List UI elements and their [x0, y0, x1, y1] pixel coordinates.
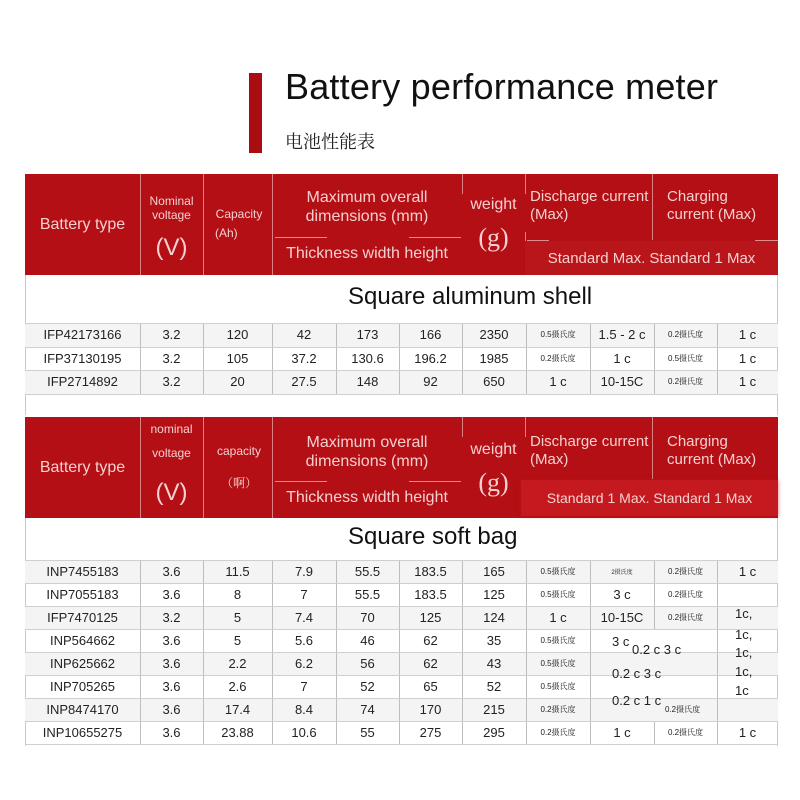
width-cell: 56	[360, 656, 375, 671]
column-divider	[654, 347, 655, 371]
column-divider	[140, 370, 141, 394]
header-weight-unit: (g)	[478, 223, 509, 253]
table-row	[25, 370, 778, 394]
row-divider	[25, 347, 778, 348]
charge-standard-cell: 0.2摄氏度	[667, 330, 704, 340]
column-divider	[590, 721, 591, 744]
row-divider	[25, 675, 778, 676]
column-divider	[462, 675, 463, 698]
battery-type-cell: INP705265	[49, 679, 116, 694]
row-divider	[25, 606, 778, 607]
battery-type-cell: IFP7470125	[47, 610, 118, 625]
column-divider	[717, 721, 718, 744]
thickness-cell: 7.9	[294, 564, 314, 579]
height-cell: 62	[423, 633, 438, 648]
column-divider	[140, 629, 141, 652]
thickness-cell: 7	[300, 679, 308, 694]
discharge-max-merged: 0.2 c 3 c	[612, 666, 662, 681]
header-dimensions-sub: Thickness width height	[286, 489, 448, 507]
column-divider	[399, 323, 400, 347]
discharge-standard-cell: 0.2摄氏度	[540, 353, 576, 363]
column-divider	[336, 560, 337, 583]
column-divider	[203, 606, 204, 629]
header-dimensions: Maximum overall dimensions (mm)	[305, 433, 429, 470]
voltage-cell: 3.2	[162, 327, 181, 343]
thickness-cell: 7.4	[294, 610, 314, 625]
header-standard-max: Standard 1 Max. Standard 1 Max	[521, 480, 778, 516]
header-charging: Charging current (Max)	[667, 433, 757, 468]
column-divider	[462, 347, 463, 371]
height-cell: 183.5	[414, 587, 447, 602]
voltage-cell: 3.6	[162, 702, 181, 717]
header-nominal-voltage	[140, 422, 203, 460]
column-divider	[272, 629, 273, 652]
battery-type-cell: IFP37130195	[43, 350, 122, 366]
discharge-standard-cell: 0.5摄氏度	[540, 636, 576, 645]
height-cell: 196.2	[414, 350, 447, 366]
capacity-cell: 2.2	[228, 656, 247, 671]
column-divider	[336, 721, 337, 744]
discharge-max-cell: 2摄氏度	[611, 570, 633, 576]
row-divider	[25, 560, 778, 561]
width-cell: 55	[360, 725, 375, 740]
width-cell: 55.5	[354, 587, 381, 602]
charge-max-cell: 1 c	[738, 327, 757, 343]
column-divider	[140, 347, 141, 371]
weight-cell: 1985	[479, 350, 509, 366]
battery-type-cell: IFP2714892	[47, 374, 118, 390]
column-divider	[140, 652, 141, 675]
column-divider	[203, 583, 204, 606]
voltage-cell: 3.6	[162, 564, 181, 579]
column-divider	[203, 698, 204, 721]
column-divider	[203, 323, 204, 347]
page-title: Battery performance meter	[285, 66, 719, 107]
column-divider	[203, 629, 204, 652]
charge-max-cell: 1 c	[738, 564, 757, 579]
header-voltage-unit: (V)	[155, 478, 188, 506]
charge-standard-cell: 0.5摄氏度	[667, 353, 704, 363]
header-battery-type: Battery type	[39, 458, 126, 476]
header-discharge: Discharge current (Max)	[530, 433, 649, 468]
charge-standard-merged: 0.2 c 3 c	[632, 642, 682, 657]
title-accent-bar	[249, 73, 262, 153]
weight-cell: 2350	[479, 327, 509, 343]
column-divider	[654, 323, 655, 347]
header-dimensions: Maximum overall dimensions (mm)	[305, 188, 429, 225]
voltage-cell: 3.6	[162, 633, 181, 648]
column-divider	[272, 675, 273, 698]
weight-cell: 43	[486, 656, 502, 671]
header-capacity: capacity	[216, 443, 262, 458]
column-divider	[590, 629, 591, 652]
column-divider	[272, 583, 273, 606]
charge-max-merged: 1c,	[735, 664, 753, 679]
column-divider	[717, 347, 718, 371]
charge-max-cell: 1 c	[738, 374, 757, 390]
capacity-cell: 17.4	[224, 702, 251, 717]
discharge-standard-cell: 0.2摄氏度	[540, 705, 576, 714]
capacity-cell: 8	[233, 587, 242, 602]
column-divider	[590, 323, 591, 347]
discharge-standard-cell: 0.5摄氏度	[540, 330, 576, 340]
charge-standard-cell	[654, 675, 717, 698]
header-standard-max: Standard Max. Standard 1 Max	[525, 241, 778, 275]
thickness-cell: 37.2	[291, 350, 317, 366]
column-divider	[203, 675, 204, 698]
header-discharge: Discharge current (Max)	[530, 188, 649, 223]
column-divider	[526, 583, 527, 606]
table-row	[25, 347, 778, 371]
column-divider	[654, 583, 655, 606]
row-divider	[25, 583, 778, 584]
column-divider	[590, 560, 591, 583]
column-divider	[526, 323, 527, 347]
battery-type-cell: INP8474170	[46, 702, 119, 717]
table-row	[25, 606, 778, 629]
discharge-standard-cell: 1 c	[549, 610, 567, 625]
header-dimensions-sub: Thickness width height	[286, 245, 448, 263]
width-cell: 130.6	[351, 350, 384, 366]
column-divider	[203, 347, 204, 371]
charge-max-cell: 1 c	[738, 350, 757, 366]
column-divider	[654, 721, 655, 744]
charge-max-cell	[717, 698, 778, 721]
column-divider	[140, 721, 141, 744]
table-header-aluminum	[25, 174, 778, 275]
column-divider	[526, 698, 527, 721]
height-cell: 170	[419, 702, 442, 717]
width-cell: 70	[360, 610, 375, 625]
column-divider	[654, 606, 655, 629]
column-divider	[654, 370, 655, 394]
height-cell: 92	[423, 374, 438, 390]
column-divider	[717, 583, 718, 606]
capacity-cell: 20	[230, 374, 245, 390]
column-divider	[272, 698, 273, 721]
weight-cell: 52	[486, 679, 502, 694]
charge-standard-merged: 0.2摄氏度	[665, 705, 701, 714]
discharge-max-cell: 3 c	[613, 587, 631, 602]
column-divider	[526, 370, 527, 394]
weight-cell: 124	[483, 610, 505, 625]
column-divider	[140, 675, 141, 698]
column-divider	[717, 606, 718, 629]
charge-standard-cell: 0.2摄氏度	[667, 567, 704, 576]
column-divider	[336, 675, 337, 698]
thickness-cell: 5.6	[294, 633, 314, 648]
column-divider	[717, 370, 718, 394]
row-divider	[25, 744, 778, 745]
capacity-cell: 11.5	[225, 564, 250, 579]
column-divider	[590, 347, 591, 371]
column-divider	[462, 370, 463, 394]
capacity-cell: 23.88	[221, 725, 254, 740]
column-divider	[399, 606, 400, 629]
charge-max-merged: 1c,	[735, 606, 753, 621]
column-divider	[140, 606, 141, 629]
weight-cell: 35	[486, 633, 502, 648]
discharge-max-cell: 1.5 - 2 c	[598, 327, 646, 343]
column-divider	[336, 606, 337, 629]
column-divider	[399, 675, 400, 698]
column-divider	[462, 323, 463, 347]
voltage-cell: 3.2	[162, 610, 181, 625]
header-battery-type: Battery type	[39, 215, 126, 233]
battery-type-cell: IFP42173166	[43, 327, 122, 343]
voltage-cell: 3.6	[162, 725, 181, 740]
column-divider	[526, 652, 527, 675]
column-divider	[399, 370, 400, 394]
column-divider	[399, 560, 400, 583]
capacity-cell: 5	[233, 610, 242, 625]
header-charging: Charging current (Max)	[667, 188, 757, 223]
column-divider	[272, 347, 273, 371]
column-divider	[590, 370, 591, 394]
row-divider	[25, 721, 778, 722]
height-cell: 166	[419, 327, 442, 343]
column-divider	[526, 675, 527, 698]
column-divider	[140, 560, 141, 583]
column-divider	[140, 323, 141, 347]
table-row	[25, 583, 778, 606]
thickness-cell: 8.4	[294, 702, 314, 717]
charge-standard-cell: 0.2摄氏度	[667, 728, 704, 737]
column-divider	[399, 652, 400, 675]
header-nominal-voltage: Nominal voltage	[149, 193, 194, 222]
thickness-cell: 10.6	[291, 725, 317, 740]
column-divider	[590, 698, 591, 721]
column-divider	[203, 652, 204, 675]
width-cell: 148	[356, 374, 379, 390]
width-cell: 52	[360, 679, 375, 694]
charge-standard-cell: 0.2摄氏度	[667, 377, 704, 387]
column-divider	[526, 347, 527, 371]
column-divider	[654, 560, 655, 583]
column-divider	[526, 721, 527, 744]
column-divider	[399, 698, 400, 721]
column-divider	[462, 629, 463, 652]
column-divider	[203, 370, 204, 394]
row-divider	[25, 698, 778, 699]
voltage-cell: 3.2	[162, 374, 181, 390]
discharge-standard-cell: 0.5摄氏度	[540, 590, 576, 599]
column-divider	[590, 606, 591, 629]
voltage-cell: 3.2	[162, 350, 181, 366]
width-cell: 55.5	[354, 564, 381, 579]
column-divider	[399, 583, 400, 606]
column-divider	[336, 652, 337, 675]
discharge-max-merged: 3 c	[612, 634, 630, 649]
column-divider	[526, 629, 527, 652]
column-divider	[272, 323, 273, 347]
column-divider	[272, 721, 273, 744]
column-divider	[399, 721, 400, 744]
thickness-cell: 7	[300, 587, 308, 602]
header-weight: weight	[470, 196, 517, 214]
width-cell: 46	[360, 633, 375, 648]
weight-cell: 165	[483, 564, 505, 579]
discharge-max-cell: 10-15C	[600, 610, 644, 625]
charge-max-merged: 1c,	[735, 645, 753, 660]
column-divider	[717, 323, 718, 347]
column-divider	[336, 583, 337, 606]
table-row	[25, 675, 778, 698]
discharge-standard-cell: 0.5摄氏度	[540, 567, 576, 576]
weight-cell: 650	[483, 374, 505, 390]
voltage-cell: 3.6	[162, 656, 181, 671]
column-divider	[272, 370, 273, 394]
discharge-standard-cell: 0.2摄氏度	[540, 728, 576, 737]
header-nominal-voltage-text: nominal voltage	[150, 422, 193, 460]
table-row	[25, 323, 778, 347]
weight-cell: 295	[483, 725, 505, 740]
header-capacity: Capacity	[215, 206, 263, 221]
column-divider	[272, 606, 273, 629]
width-cell: 74	[360, 702, 375, 717]
page-subtitle: 电池性能表	[285, 132, 375, 152]
column-divider	[462, 583, 463, 606]
voltage-cell: 3.6	[162, 587, 181, 602]
thickness-cell: 6.2	[294, 656, 314, 671]
column-divider	[272, 652, 273, 675]
column-divider	[717, 698, 718, 721]
column-divider	[590, 583, 591, 606]
charge-standard-cell: 0.2摄氏度	[667, 613, 704, 622]
discharge-standard-cell: 0.5摄氏度	[540, 682, 576, 691]
height-cell: 125	[419, 610, 442, 625]
header-weight: weight	[470, 441, 517, 459]
column-divider	[717, 560, 718, 583]
thickness-cell: 27.5	[291, 374, 317, 390]
table-row	[25, 721, 778, 744]
battery-type-cell: INP10655275	[42, 725, 123, 740]
column-divider	[399, 629, 400, 652]
column-divider	[462, 698, 463, 721]
column-divider	[526, 606, 527, 629]
battery-type-cell: INP7455183	[46, 564, 119, 579]
column-divider	[462, 560, 463, 583]
charge-max-cell	[717, 583, 778, 606]
header-capacity-unit: （啊）	[220, 475, 257, 490]
discharge-max-cell: 10-15C	[600, 374, 644, 390]
width-cell: 173	[356, 327, 379, 343]
height-cell: 275	[419, 725, 442, 740]
row-divider	[25, 394, 778, 395]
row-divider	[25, 370, 778, 371]
column-divider	[203, 560, 204, 583]
table-row	[25, 560, 778, 583]
discharge-standard-cell: 0.5摄氏度	[540, 659, 576, 668]
charge-standard-cell: 0.2摄氏度	[667, 590, 704, 599]
column-divider	[590, 652, 591, 675]
weight-cell: 125	[483, 587, 505, 602]
table-header-soft-bag	[25, 417, 778, 518]
column-divider	[590, 675, 591, 698]
column-divider	[717, 629, 718, 652]
row-divider	[25, 629, 778, 630]
column-divider	[336, 698, 337, 721]
column-divider	[336, 629, 337, 652]
discharge-max-merged: 0.2 c 1 c	[612, 693, 662, 708]
column-divider	[203, 721, 204, 744]
battery-type-cell: INP564662	[49, 633, 116, 648]
voltage-cell: 3.6	[162, 679, 181, 694]
section-title-soft-bag: Square soft bag	[348, 523, 518, 550]
capacity-cell: 120	[226, 327, 249, 343]
column-divider	[272, 560, 273, 583]
column-divider	[336, 347, 337, 371]
header-voltage-unit: (V)	[155, 233, 188, 261]
thickness-cell: 42	[296, 327, 312, 343]
column-divider	[336, 323, 337, 347]
column-divider	[717, 652, 718, 675]
weight-cell: 215	[483, 702, 505, 717]
height-cell: 183.5	[414, 564, 447, 579]
row-divider	[25, 323, 778, 324]
column-divider	[140, 583, 141, 606]
battery-type-cell: INP625662	[49, 656, 116, 671]
column-divider	[526, 560, 527, 583]
column-divider	[399, 347, 400, 371]
column-divider	[462, 652, 463, 675]
column-divider	[462, 721, 463, 744]
header-capacity-unit: (Ah)	[215, 226, 238, 240]
battery-type-cell: INP7055183	[46, 587, 119, 602]
capacity-cell: 105	[226, 350, 249, 366]
column-divider	[462, 606, 463, 629]
height-cell: 65	[423, 679, 438, 694]
charge-max-merged: 1c,	[735, 627, 753, 642]
section-title-aluminum: Square aluminum shell	[348, 283, 593, 310]
capacity-cell: 5	[233, 633, 242, 648]
header-weight-unit: (g)	[478, 468, 509, 498]
capacity-cell: 2.6	[228, 679, 247, 694]
height-cell: 62	[423, 656, 438, 671]
discharge-standard-cell: 1 c	[549, 374, 567, 390]
discharge-max-cell: 1 c	[613, 350, 631, 366]
column-divider	[717, 675, 718, 698]
charge-max-merged: 1c	[735, 683, 749, 698]
discharge-max-cell: 1 c	[613, 725, 631, 740]
column-divider	[336, 370, 337, 394]
charge-max-cell: 1 c	[738, 725, 757, 740]
column-divider	[140, 698, 141, 721]
